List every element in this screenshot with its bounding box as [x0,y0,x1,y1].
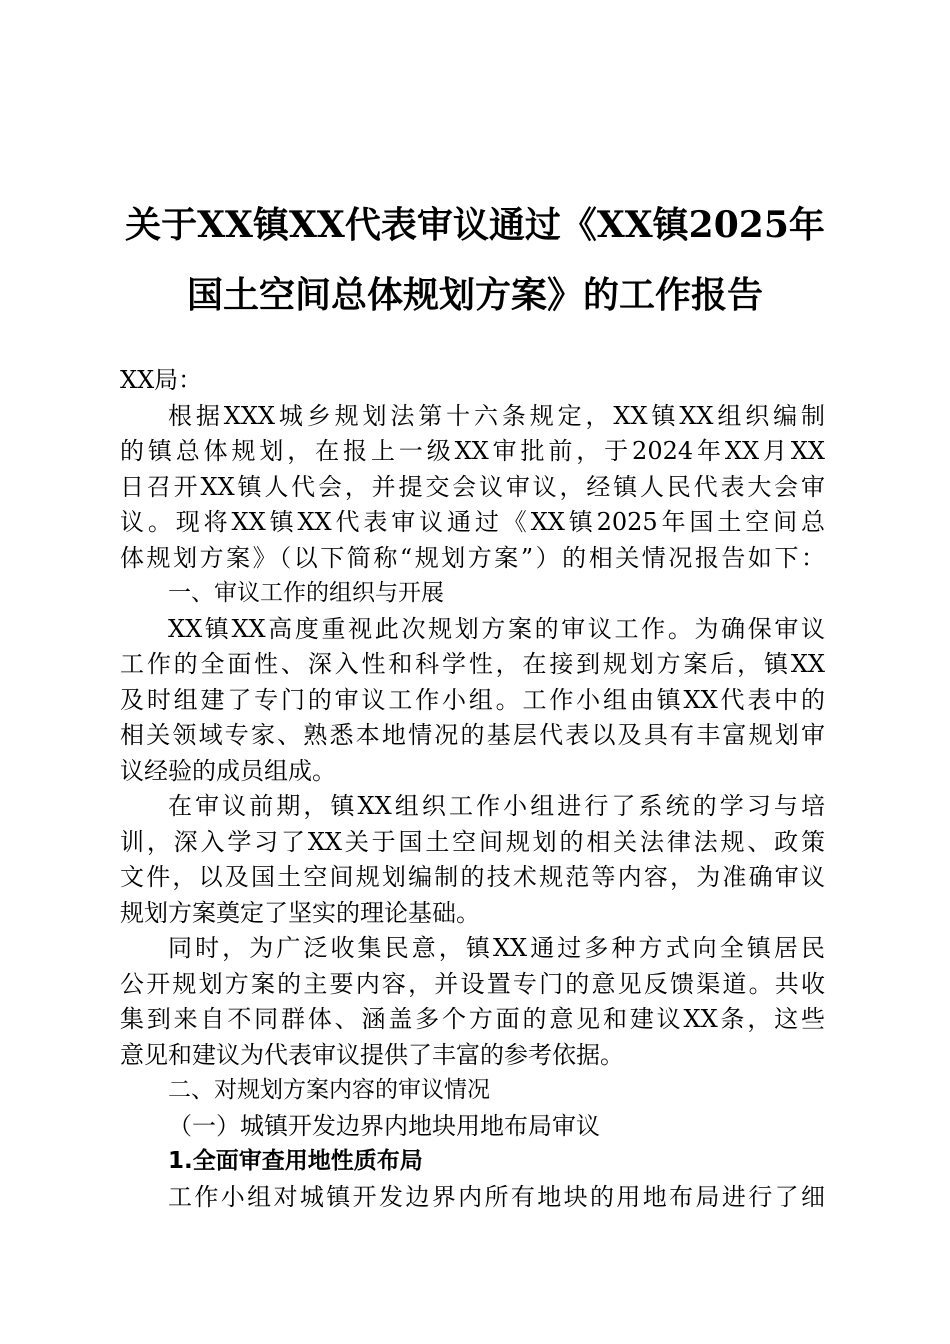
paragraph-line: 公开规划方案的主要内容，并设置专门的意见反馈渠道。共收 [120,969,825,998]
title-line-2: 国土空间总体规划方案》的工作报告 [186,274,763,316]
section-heading-2: 二、对规划方案内容的审议情况 [168,1077,490,1103]
document-body [120,363,825,1215]
paragraph-line: 议。现将XX镇XX代表审议通过《XX镇2025年国土空间总 [120,508,825,536]
item-heading: 1.全面审查用地性质布局 [168,1148,423,1174]
paragraph-line: 集到来自不同群体、涵盖多个方面的意见和建议XX条，这些 [120,1005,825,1033]
paragraph-line: 规划方案奠定了坚实的理论基础。 [120,898,480,927]
subsection-heading: （一）城镇开发边界内地块用地布局审议 [168,1111,600,1140]
section1-paragraph-1 [120,612,825,790]
section1-paragraph-2 [120,789,825,931]
paragraph-line: 的镇总体规划，在报上一级XX审批前，于2024年XX月XX [120,437,825,465]
paragraph-line: 工作小组对城镇开发边界内所有地块的用地布局进行了细 [168,1182,825,1211]
paragraph-line: 议经验的成员组成。 [120,756,336,785]
paragraph-line: 同时，为广泛收集民意，镇XX通过多种方式向全镇居民 [168,934,825,962]
document-title [100,190,850,330]
salutation: XX局： [120,366,203,394]
paragraph-line: 日召开XX镇人代会，并提交会议审议，经镇人民代表大会审 [120,472,825,501]
paragraph-line: 根据XXX城乡规划法第十六条规定，XX镇XX组织编制 [168,401,825,430]
paragraph-line: XX镇XX高度重视此次规划方案的审议工作。为确保审议 [168,614,825,643]
paragraph-line: 文件，以及国土空间规划编制的技术规范等内容，为准确审议 [120,863,825,891]
paragraph-line: 训，深入学习了XX关于国土空间规划的相关法律法规、政策 [120,827,825,856]
paragraph-line: 及时组建了专门的审议工作小组。工作小组由镇XX代表中的 [120,685,825,714]
section-heading-1: 一、审议工作的组织与开展 [168,580,444,606]
section1-paragraph-3 [120,931,825,1073]
paragraph-line: 体规划方案》（以下简称“规划方案”）的相关情况报告如下： [120,543,825,572]
paragraph-line: 相关领域专家、熟悉本地情况的基层代表以及具有丰富规划审 [120,721,825,749]
paragraph-line: 在审议前期，镇XX组织工作小组进行了系统的学习与培 [168,792,825,820]
intro-paragraph [120,399,825,577]
title-line-1: 关于XX镇XX代表审议通过《XX镇2025年 [125,204,825,246]
paragraph-line: 工作的全面性、深入性和科学性，在接到规划方案后，镇XX [120,650,825,678]
paragraph-line: 意见和建议为代表审议提供了丰富的参考依据。 [120,1040,624,1069]
